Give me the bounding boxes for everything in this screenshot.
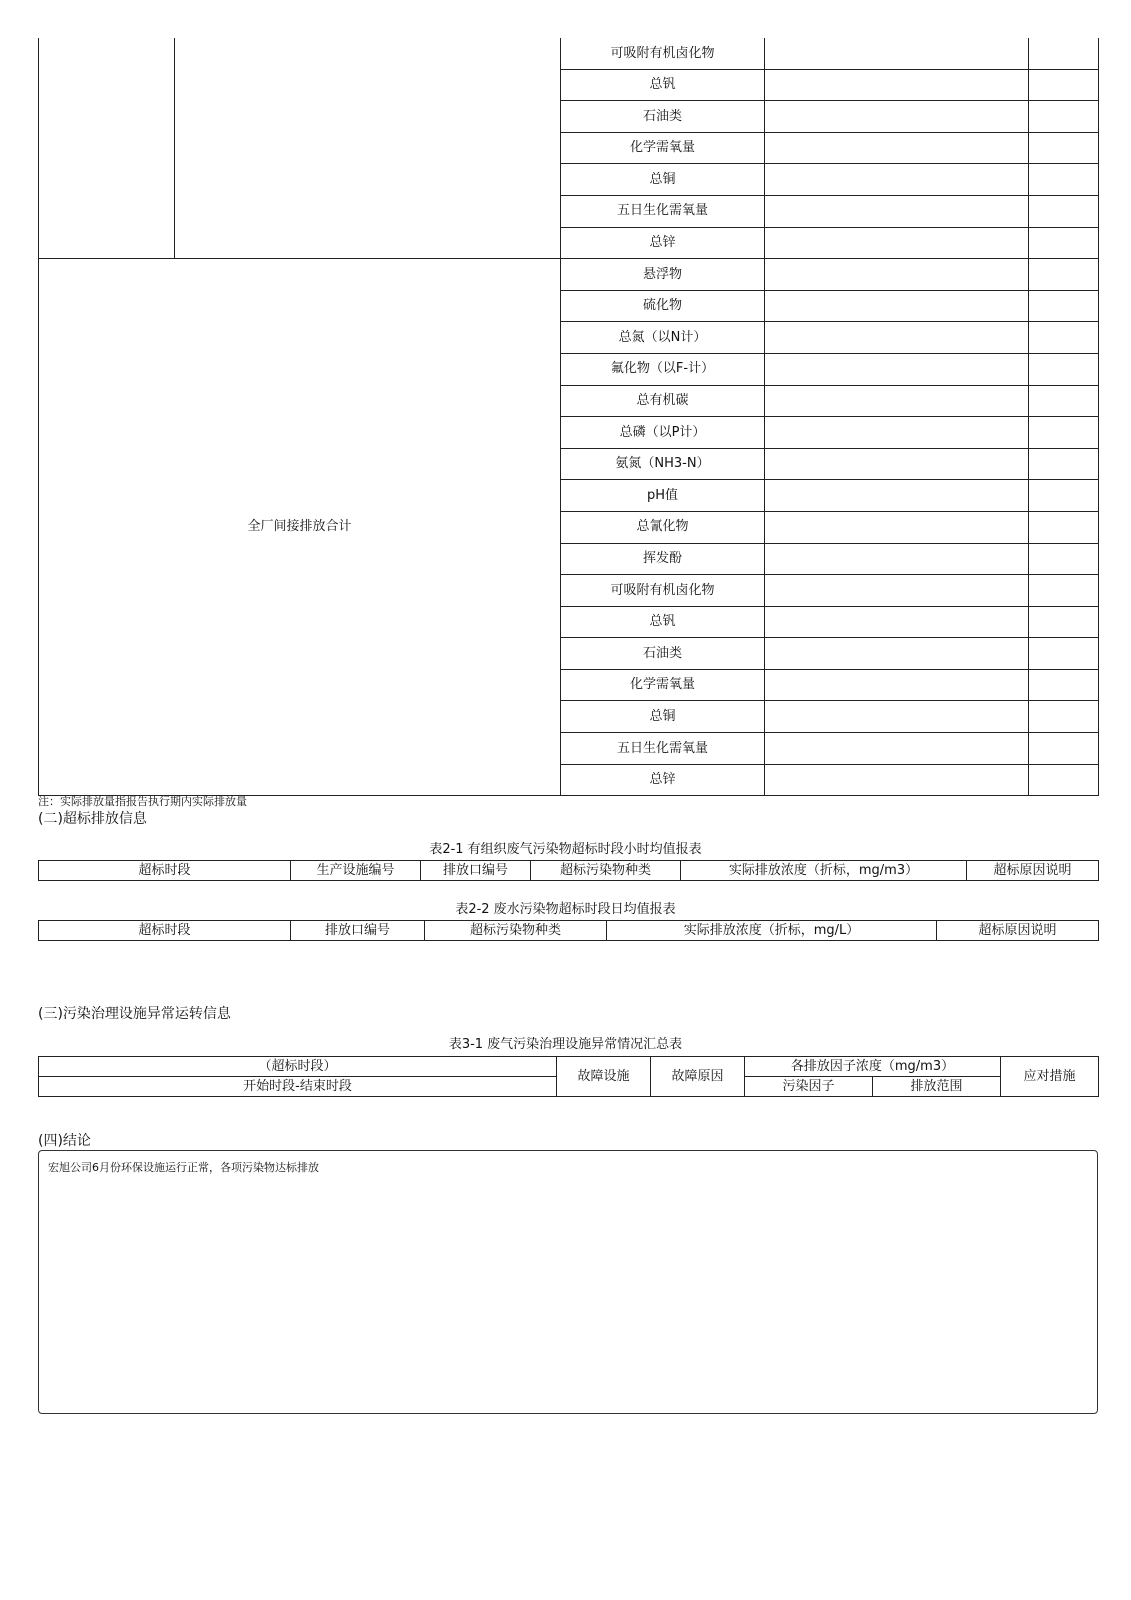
emission-value-cell: [765, 353, 1029, 385]
remark-cell: [1029, 511, 1099, 543]
remark-cell: [1029, 164, 1099, 196]
emission-value-cell: [765, 69, 1029, 101]
table-header-row: [39, 1057, 1099, 1077]
pollutant-name-cell: 可吸附有机卤化物: [561, 38, 765, 69]
remark-cell: [1029, 101, 1099, 133]
remark-cell: [1029, 448, 1099, 480]
header-cell: 开始时段-结束时段: [39, 1077, 557, 1097]
remark-cell: [1029, 701, 1099, 733]
pollutant-name-cell: 硫化物: [561, 290, 765, 322]
header-cell: 故障原因: [651, 1057, 745, 1097]
remark-cell: [1029, 575, 1099, 607]
pollutant-name-cell: 总氰化物: [561, 511, 765, 543]
header-cell: 故障设施: [557, 1057, 651, 1097]
pollutant-name-cell: 挥发酚: [561, 543, 765, 575]
emission-value-cell: [765, 322, 1029, 354]
remark-cell: [1029, 353, 1099, 385]
group-label-cell: 全厂间接排放合计: [39, 259, 561, 796]
header-cell: 生产设施编号: [291, 861, 421, 881]
emission-value-cell: [765, 259, 1029, 291]
conclusion-text: 宏旭公司6月份环保设施运行正常，各项污染物达标排放: [48, 1161, 319, 1174]
facility-abnormal-table: [38, 1056, 1099, 1097]
pollutant-name-cell: 总铜: [561, 701, 765, 733]
emission-value-cell: [765, 101, 1029, 133]
remark-cell: [1029, 733, 1099, 765]
emission-value-cell: [765, 38, 1029, 69]
pollutant-name-cell: 可吸附有机卤化物: [561, 575, 765, 607]
emission-value-cell: [765, 480, 1029, 512]
emission-value-cell: [765, 385, 1029, 417]
remark-cell: [1029, 322, 1099, 354]
header-cell: 超标原因说明: [967, 861, 1099, 881]
emission-value-cell: [765, 227, 1029, 259]
header-cell: 应对措施: [1001, 1057, 1099, 1097]
emission-value-cell: [765, 764, 1029, 796]
pollutant-name-cell: 氨氮（NH3-N）: [561, 448, 765, 480]
header-cell: 超标污染物种类: [425, 921, 607, 941]
emission-value-cell: [765, 638, 1029, 670]
pollutant-name-cell: 氟化物（以F-计）: [561, 353, 765, 385]
table-caption-2-2: 表2-2 废水污染物超标时段日均值报表: [455, 902, 676, 917]
remark-cell: [1029, 385, 1099, 417]
pollutant-name-cell: 石油类: [561, 101, 765, 133]
header-cell: 超标时段: [39, 861, 291, 881]
emission-value-cell: [765, 575, 1029, 607]
header-cell: 排放范围: [873, 1077, 1001, 1097]
emission-value-cell: [765, 733, 1029, 765]
emission-value-cell: [765, 669, 1029, 701]
remark-cell: [1029, 417, 1099, 449]
emission-value-cell: [765, 417, 1029, 449]
emission-value-cell: [765, 511, 1029, 543]
remark-cell: [1029, 227, 1099, 259]
remark-cell: [1029, 638, 1099, 670]
emission-value-cell: [765, 132, 1029, 164]
section-title-exceedance: (二)超标排放信息: [38, 811, 147, 827]
pollutant-name-cell: 悬浮物: [561, 259, 765, 291]
pollutant-name-cell: 总有机碳: [561, 385, 765, 417]
pollutant-name-cell: 总锌: [561, 227, 765, 259]
table-note: 注：实际排放量指报告执行期内实际排放量: [38, 795, 247, 808]
table-row: [39, 259, 1099, 291]
pollutant-name-cell: 总钒: [561, 606, 765, 638]
section-title-conclusion: (四)结论: [38, 1133, 91, 1149]
table-caption-2-1: 表2-1 有组织废气污染物超标时段小时均值报表: [429, 842, 702, 857]
emission-summary-table: [38, 38, 1099, 796]
header-cell: 各排放因子浓度（mg/m3）: [745, 1057, 1001, 1077]
pollutant-name-cell: 五日生化需氧量: [561, 195, 765, 227]
pollutant-name-cell: pH值: [561, 480, 765, 512]
pollutant-name-cell: 总磷（以P计）: [561, 417, 765, 449]
pollutant-name-cell: 石油类: [561, 638, 765, 670]
pollutant-name-cell: 总锌: [561, 764, 765, 796]
section-title-facility-abnormal: (三)污染治理设施异常运转信息: [38, 1006, 231, 1022]
emission-value-cell: [765, 606, 1029, 638]
table-caption-3-1: 表3-1 废气污染治理设施异常情况汇总表: [448, 1037, 683, 1052]
remark-cell: [1029, 132, 1099, 164]
pollutant-name-cell: 化学需氧量: [561, 669, 765, 701]
header-cell: 排放口编号: [421, 861, 531, 881]
remark-cell: [1029, 195, 1099, 227]
header-cell: 排放口编号: [291, 921, 425, 941]
outlet-cell: [39, 38, 175, 259]
header-cell: （超标时段）: [39, 1057, 557, 1077]
pollutant-name-cell: 化学需氧量: [561, 132, 765, 164]
header-cell: 超标时段: [39, 921, 291, 941]
header-cell: 实际排放浓度（折标，mg/m3）: [681, 861, 967, 881]
outlet-detail-cell: [175, 38, 561, 259]
header-cell: 超标污染物种类: [531, 861, 681, 881]
remark-cell: [1029, 764, 1099, 796]
waste-gas-exceedance-table: [38, 860, 1099, 881]
remark-cell: [1029, 290, 1099, 322]
remark-cell: [1029, 480, 1099, 512]
emission-value-cell: [765, 290, 1029, 322]
conclusion-box: [38, 1150, 1098, 1414]
remark-cell: [1029, 259, 1099, 291]
table-row: [39, 38, 1099, 69]
table-header-row: [39, 861, 1099, 881]
remark-cell: [1029, 543, 1099, 575]
pollutant-name-cell: 总氮（以N计）: [561, 322, 765, 354]
header-cell: 超标原因说明: [937, 921, 1099, 941]
waste-water-exceedance-table: [38, 920, 1099, 941]
header-cell: 实际排放浓度（折标，mg/L）: [607, 921, 937, 941]
emission-value-cell: [765, 164, 1029, 196]
pollutant-name-cell: 五日生化需氧量: [561, 733, 765, 765]
remark-cell: [1029, 38, 1099, 69]
pollutant-name-cell: 总钒: [561, 69, 765, 101]
emission-value-cell: [765, 701, 1029, 733]
emission-value-cell: [765, 448, 1029, 480]
remark-cell: [1029, 606, 1099, 638]
table-header-row: [39, 921, 1099, 941]
header-cell: 污染因子: [745, 1077, 873, 1097]
remark-cell: [1029, 69, 1099, 101]
emission-value-cell: [765, 543, 1029, 575]
remark-cell: [1029, 669, 1099, 701]
pollutant-name-cell: 总铜: [561, 164, 765, 196]
emission-value-cell: [765, 195, 1029, 227]
